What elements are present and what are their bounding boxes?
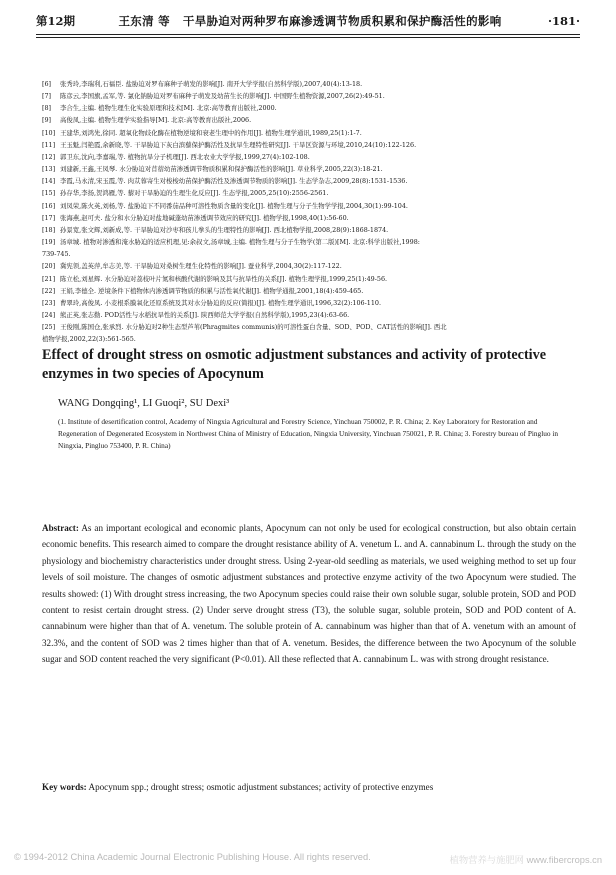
reference-item	[42, 236, 578, 248]
reference-text: 冀宪领,盖英萍,牟志美,等. 干旱胁迫对桑树生理生化特性的影响[J]. 蚕业科学,2004,30(2):117-122.	[60, 262, 342, 271]
reference-continuation: 739-745.	[42, 250, 71, 259]
reference-item	[42, 78, 578, 90]
reference-text: 陈立松,刘星辉. 水分胁迫对荔枝叶片氮和核酸代谢的影响及其与抗旱性的关系[J]. 植物生理学报,1999,25(1):49-56.	[60, 274, 388, 283]
reference-number: [25]	[42, 323, 56, 332]
reference-text: 王娟,李德全. 逆境条件下植物体内渗透调节物质的积累与活性氧代谢[J]. 植物学通报,2001,18(4):459-465.	[60, 286, 364, 295]
header-rule	[36, 34, 580, 35]
reference-item	[42, 114, 578, 126]
reference-item	[42, 163, 578, 175]
reference-text: 熊正英,张志勤. POD活性与水稻抗旱性的关系[J]. 陕西师范大学学报(自然科学版),1995,23(4):63-66.	[60, 310, 350, 319]
reference-number: [16]	[42, 201, 56, 210]
english-title: Effect of drought stress on osmotic adjustment substances and activity of protective enzymes in two species of Apocynum	[42, 347, 547, 382]
abstract-label: Abstract:	[42, 523, 79, 533]
reference-item	[42, 127, 578, 139]
header-authors: 王东清 等	[118, 14, 170, 28]
reference-text: 孙景宽,张文辉,刘新成,等. 干旱胁迫对沙枣和孩儿拳头的生理特性的影响[J]. 西北植物学报,2008,28(9):1868-1874.	[60, 225, 389, 234]
reference-text: 李霞,马永清,宋玉霞,等. 肉苁蓉寄生对梭梭幼苗保护酶活性及渗透调节物质的影响[J]. 生态学杂志,2009,28(8):1531-1536.	[60, 177, 408, 186]
reference-text: 曹翠玲,高俊凤. 小麦根系膜氧化还原系统及其对水分胁迫的反应(简报)[J]. 植物生理学通讯,1996,32(2):106-110.	[60, 298, 382, 307]
reference-text: 王玉魁,闫艳霞,余新晓,等. 干旱胁迫下灰白滨藜保护酶活性及抗旱生理特性研究[J]. 干旱区资源与环境,2010,24(10):122-126.	[60, 140, 417, 149]
reference-text: 汤章城. 植物对渗透和淹水胁迫的适应机理,见:余叔文,汤章城,主编. 植物生理与分子生物学(第二版)[M]. 北京:科学出版社,1998:	[60, 238, 420, 247]
reference-number: [7]	[42, 92, 52, 101]
reference-text: 高俊凤,主编. 植物生理学实验指导[M]. 北京:高等教育出版社,2006.	[60, 116, 252, 125]
reference-number: [17]	[42, 213, 56, 222]
reference-number: [23]	[42, 298, 56, 307]
reference-item	[42, 212, 578, 224]
reference-number: [22]	[42, 286, 56, 295]
watermark-url: www.fibercrops.cn	[526, 855, 602, 865]
reference-item	[42, 309, 578, 321]
keywords-label: Key words:	[42, 782, 87, 792]
issue-number: 第12期	[36, 14, 76, 28]
reference-number: [6]	[42, 80, 52, 88]
reference-number: [9]	[42, 116, 52, 125]
reference-number: [12]	[42, 152, 56, 161]
affiliations: (1. Institute of desertification control, Academy of Ningxia Agricultural and Forestry Science, Yinchuan 750002, P. R. China; 2. Key Laboratory for Restoration and Regeneration of Degenerated Ecosystem in Northwest China of Ministry of Education, Ningxia University, Yinchuan 750021, P. R. China; 3. Forestry bureau of Pingluo in Ningxia, Pingluo 753400, P. R. China)	[58, 417, 559, 450]
watermark-cn: 植物营养与施肥网	[449, 855, 524, 865]
page-number: ·181·	[547, 14, 580, 28]
reference-item	[42, 102, 578, 114]
copyright-notice: © 1994-2012 China Academic Journal Electronic Publishing House. All rights reserved.	[14, 852, 371, 862]
reference-item	[42, 297, 578, 309]
reference-number: [19]	[42, 238, 56, 247]
reference-item	[42, 200, 578, 212]
reference-number: [24]	[42, 310, 56, 319]
reference-item	[42, 224, 578, 236]
abstract-text: As an important ecological and economic plants, Apocynum can not only be used for ecological construction, but also obtain certain economic benefits. This research aimed to compare the drought resistance ability of A. venetum L. and A. cannabinum L. through the study on the physiology and biochemistry characteristics under drought stress. Using 2-year-old seedling as materials, we used weighing method to set up four levels of soil moisture. The changes of osmotic adjustment substances and protective enzyme activity of the two Apocynum were studied. The results showed: (1) With drought stress increasing, the two Apocynum species could raise their own soluble sugar, soluble protein, SOD and POD content to resist certain drought stress. (2) Under serve drought stress (T3), the soluble sugar, soluble protein, SOD and POD content of A. cannabinum were higher than that of A. venetum. The soluble protein of A. cannabinum was higher than that of A. venetum with an amount of 32.3%, and the content of SOD was 2 times higher than that of A. venetum. Besides, the difference between the two Apocynum of the soluble sugar and SOD content reached the very significant (P<0.01). All these reflected that A. cannabinum L. was with strong drought resistance.	[42, 523, 576, 665]
reference-number: [11]	[42, 140, 56, 149]
reference-text: 王建华,刘鸿先,徐同. 超氧化物歧化酶在植物逆境和衰老生理中的作用[J]. 植物生理学通讯,1989,25(1):1-7.	[60, 128, 362, 137]
reference-text: 张秀玲,李瑞利,石福臣. 盐胁迫对罗布麻种子萌发的影响[J]. 南开大学学报(自然科学版),2007,40(4):13-18.	[60, 80, 363, 88]
reference-item	[42, 187, 578, 199]
reference-text: 刘建新,王鑫,王凤琴. 水分胁迫对苜蓿幼苗渗透调节物质积累和保护酶活性的影响[J]. 草业科学,2005,22(3):18-21.	[60, 165, 383, 174]
reference-list	[42, 78, 578, 345]
reference-number: [18]	[42, 225, 56, 234]
reference-number: [13]	[42, 165, 56, 174]
reference-number: [15]	[42, 189, 56, 198]
reference-item	[42, 285, 578, 297]
reference-number: [20]	[42, 262, 56, 271]
reference-item	[42, 260, 578, 272]
reference-item	[42, 175, 578, 187]
reference-text: 陈彦云,李国旗,孟军,等. 氯化钠胁迫对罗布麻种子萌发及幼苗生长的影响[J]. 中国野生植物资源,2007,26(2):49-51.	[60, 92, 385, 101]
reference-item	[42, 273, 578, 285]
reference-text: 孙存华,李扬,贺鸿雁,等. 藜对干旱胁迫的生理生化反应[J]. 生态学报,2005,25(10):2556-2561.	[60, 189, 329, 198]
running-title	[80, 13, 540, 29]
reference-text: 刘凤荣,陈火英,刘杨,等. 盐胁迫下不同番茄品种可溶性物质含量的变化[J]. 植物生理与分子生物学学报,2004,30(1):99-104.	[60, 201, 408, 210]
reference-item	[42, 90, 578, 102]
reference-text: 张海燕,赵可夫. 盐分和水分胁迫对盐地碱蓬幼苗渗透调节效应的研究[J]. 植物学报,1998,40(1):56-60.	[60, 213, 349, 222]
reference-item	[42, 321, 578, 333]
header-title: 干旱胁迫对两种罗布麻渗透调节物质积累和保护酶活性的影响	[182, 14, 502, 28]
reference-text: 李合生,主编. 植物生理生化实验原理和技术[M]. 北京:高等教育出版社,2000.	[60, 104, 277, 113]
reference-continuation: 植物学报,2002,22(3):561-565.	[42, 335, 136, 344]
reference-number: [14]	[42, 177, 56, 186]
reference-number: [8]	[42, 104, 52, 113]
keywords	[42, 782, 576, 792]
reference-item	[42, 151, 578, 163]
reference-text: 郭卫东,沈向,李嘉瑞,等. 植物抗旱分子机理[J]. 西北农业大学学报,1999,27(4):102-108.	[60, 152, 310, 161]
watermark	[450, 852, 602, 866]
keywords-text: Apocynum spp.; drought stress; osmotic adjustment substances; activity of protective enzymes	[88, 782, 434, 792]
reference-number: [10]	[42, 128, 56, 137]
reference-text: 王俊刚,陈国仓,张承烈. 水分胁迫对2种生态型芦苇(Phragmites communis)的可溶性蛋白含量、SOD、POD、CAT活性的影响[J]. 西北	[60, 323, 447, 332]
reference-item	[42, 139, 578, 151]
running-header	[36, 10, 580, 32]
author-line: WANG Dongqing¹, LI Guoqi², SU Dexi³	[58, 398, 230, 409]
reference-number: [21]	[42, 274, 56, 283]
header-rule-2	[36, 37, 580, 38]
abstract	[42, 520, 576, 668]
footer	[14, 852, 602, 866]
